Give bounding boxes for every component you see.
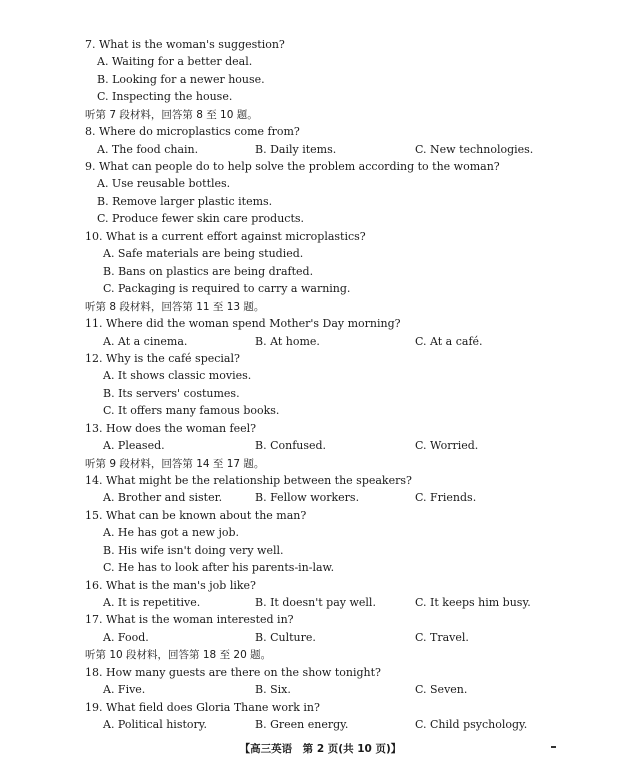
question-19-option-b: B. Green energy. xyxy=(255,718,349,731)
question-11-option-a: A. At a cinema. xyxy=(103,335,188,348)
question-14-stem: 14. What might be the relationship between the speakers? xyxy=(85,474,412,487)
question-8-options xyxy=(0,143,641,157)
question-9-option-c: C. Produce fewer skin care products. xyxy=(97,212,305,225)
question-15-option-a: A. He has got a new job. xyxy=(103,526,240,539)
question-19-option-c: C. Child psychology. xyxy=(415,718,528,731)
question-14-option-c: C. Friends. xyxy=(415,491,477,504)
question-18-options xyxy=(0,683,641,697)
question-8-option-a: A. The food chain. xyxy=(97,143,199,156)
question-14-options xyxy=(0,491,641,505)
question-13-stem: 13. How does the woman feel? xyxy=(85,422,257,435)
question-13-option-a: A. Pleased. xyxy=(103,439,165,452)
question-8-option-c: C. New technologies. xyxy=(415,143,534,156)
question-14-option-a: A. Brother and sister. xyxy=(103,491,223,504)
section-9-instruction: 听第 9 段材料，回答第 14 至 17 题。 xyxy=(85,458,265,470)
question-16-option-c: C. It keeps him busy. xyxy=(415,596,531,609)
question-10-stem: 10. What is a current effort against microplastics? xyxy=(85,230,366,243)
question-14-option-b: B. Fellow workers. xyxy=(255,491,360,504)
question-17-stem: 17. What is the woman interested in? xyxy=(85,613,294,626)
question-7-option-a: A. Waiting for a better deal. xyxy=(97,55,253,68)
question-7-option-c: C. Inspecting the house. xyxy=(97,90,233,103)
question-16-option-a: A. It is repetitive. xyxy=(103,596,201,609)
question-15-option-b: B. His wife isn't doing very well. xyxy=(103,544,284,557)
question-11-stem: 11. Where did the woman spend Mother's Day morning? xyxy=(85,317,401,330)
question-13-option-b: B. Confused. xyxy=(255,439,327,452)
question-16-option-b: B. It doesn't pay well. xyxy=(255,596,376,609)
question-9-stem: 9. What can people do to help solve the problem according to the woman? xyxy=(85,160,500,173)
question-12-stem: 12. Why is the café special? xyxy=(85,352,240,365)
question-7-option-b: B. Looking for a newer house. xyxy=(97,73,265,86)
question-17-option-c: C. Travel. xyxy=(415,631,469,644)
question-9-option-a: A. Use reusable bottles. xyxy=(97,177,231,190)
question-15-option-c: C. He has to look after his parents-in-law. xyxy=(103,561,335,574)
question-10-option-b: B. Bans on plastics are being drafted. xyxy=(103,265,314,278)
question-9-option-b: B. Remove larger plastic items. xyxy=(97,195,273,208)
question-11-option-b: B. At home. xyxy=(255,335,320,348)
question-10-option-a: A. Safe materials are being studied. xyxy=(103,247,304,260)
question-8-stem: 8. Where do microplastics come from? xyxy=(85,125,300,138)
question-11-option-c: C. At a café. xyxy=(415,335,483,348)
section-7-instruction: 听第 7 段材料，回答第 8 至 10 题。 xyxy=(85,109,258,121)
question-16-stem: 16. What is the man's job like? xyxy=(85,579,256,592)
question-10-option-c: C. Packaging is required to carry a warning. xyxy=(103,282,351,295)
question-18-option-c: C. Seven. xyxy=(415,683,468,696)
question-7-stem: 7. What is the woman's suggestion? xyxy=(85,38,285,51)
question-13-option-c: C. Worried. xyxy=(415,439,479,452)
question-17-options xyxy=(0,631,641,645)
question-12-option-c: C. It offers many famous books. xyxy=(103,404,280,417)
question-13-options xyxy=(0,439,641,453)
question-17-option-b: B. Culture. xyxy=(255,631,316,644)
question-19-stem: 19. What field does Gloria Thane work in? xyxy=(85,701,320,714)
question-12-option-b: B. Its servers' costumes. xyxy=(103,387,240,400)
question-18-option-b: B. Six. xyxy=(255,683,291,696)
question-11-options xyxy=(0,335,641,349)
question-15-stem: 15. What can be known about the man? xyxy=(85,509,307,522)
question-16-options xyxy=(0,596,641,610)
question-19-option-a: A. Political history. xyxy=(103,718,208,731)
corner-mark xyxy=(551,746,556,748)
question-18-option-a: A. Five. xyxy=(103,683,146,696)
page-footer: 【高三英语 第 2 页(共 10 页)】 xyxy=(239,743,402,755)
question-19-options xyxy=(0,718,641,732)
question-12-option-a: A. It shows classic movies. xyxy=(103,369,252,382)
question-17-option-a: A. Food. xyxy=(103,631,149,644)
section-8-instruction: 听第 8 段材料，回答第 11 至 13 题。 xyxy=(85,301,265,313)
question-8-option-b: B. Daily items. xyxy=(255,143,337,156)
section-10-instruction: 听第 10 段材料，回答第 18 至 20 题。 xyxy=(85,649,272,661)
question-18-stem: 18. How many guests are there on the show tonight? xyxy=(85,666,381,679)
